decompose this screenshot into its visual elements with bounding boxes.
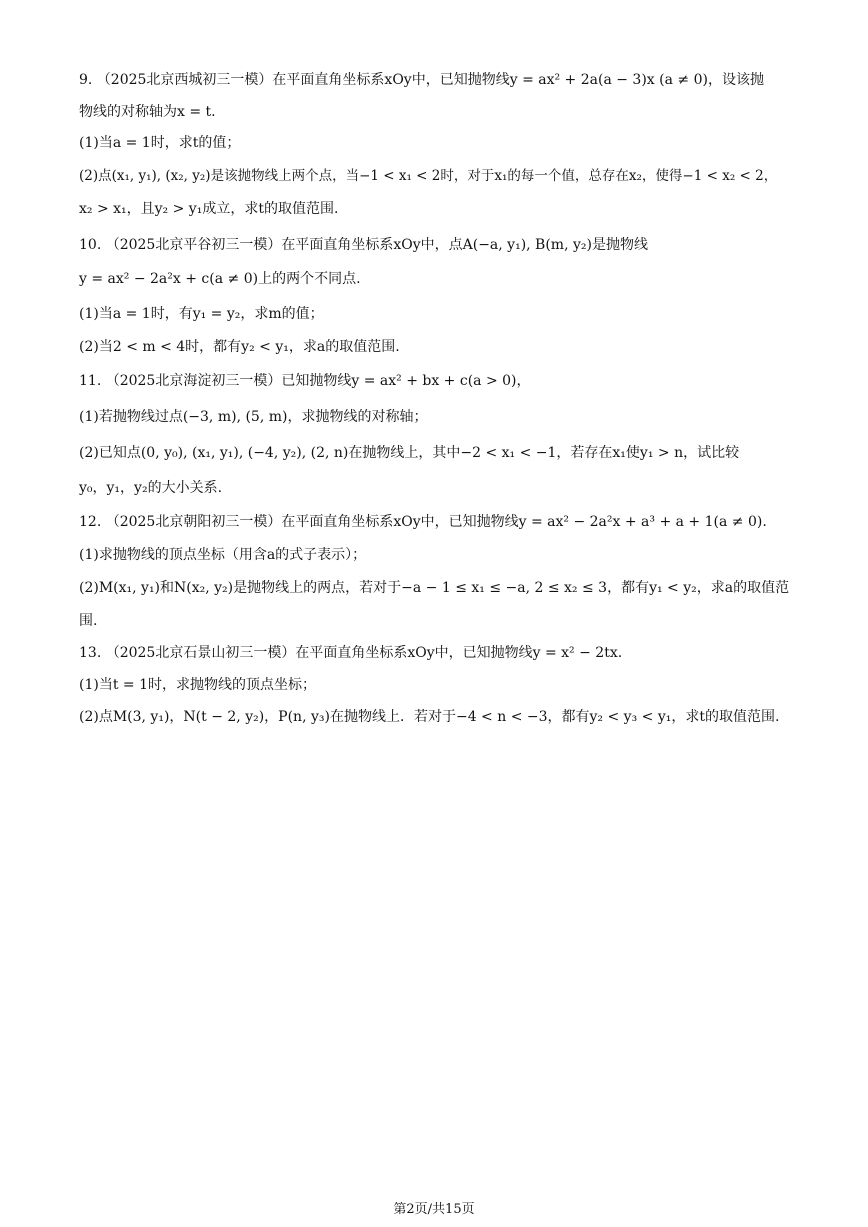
problem-9-stem-line-1: 9. （2025北京西城初三一模）在平面直角坐标系xOy中，已知抛物线y = ax² + 2a(a − 3)x (a ≠ 0)，设该抛 xyxy=(79,72,764,88)
page-number-footer: 第2页/共15页 xyxy=(393,1202,475,1217)
problem-9-part-2-line-2: x₂ > x₁，且y₂ > y₁成立，求t的取值范围. xyxy=(79,201,339,217)
problem-13-part-2: (2)点M(3, y₁)，N(t − 2, y₂)，P(n, y₃)在抛物线上．若对于−4 < n < −3，都有y₂ < y₃ < y₁，求t的取值范围. xyxy=(79,709,780,725)
problem-11-part-2-line-1: (2)已知点(0, y₀), (x₁, y₁), (−4, y₂), (2, n)在抛物线上，其中−2 < x₁ < −1，若存在x₁使y₁ > n，试比较 xyxy=(79,445,740,461)
problem-9-stem-line-2: 物线的对称轴为x = t. xyxy=(79,104,216,120)
problem-10-part-2: (2)当2 < m < 4时，都有y₂ < y₁，求a的取值范围. xyxy=(79,339,400,355)
problem-11-part-1: (1)若抛物线过点(−3, m), (5, m)，求抛物线的对称轴； xyxy=(79,409,428,425)
problem-12-stem: 12. （2025北京朝阳初三一模）在平面直角坐标系xOy中，已知抛物线y = ax² − 2a²x + a³ + a + 1(a ≠ 0). xyxy=(79,514,767,530)
problem-10-stem-line-1: 10. （2025北京平谷初三一模）在平面直角坐标系xOy中，点A(−a, y₁), B(m, y₂)是抛物线 xyxy=(79,237,648,253)
problem-12-part-2-line-2: 围. xyxy=(79,613,98,629)
problem-10-part-1: (1)当a = 1时，有y₁ = y₂，求m的值； xyxy=(79,306,324,322)
problem-11-part-2-line-2: y₀，y₁，y₂的大小关系. xyxy=(79,480,223,496)
problem-11-stem: 11. （2025北京海淀初三一模）已知抛物线y = ax² + bx + c(a > 0)， xyxy=(79,373,531,389)
problem-13-stem: 13. （2025北京石景山初三一模）在平面直角坐标系xOy中，已知抛物线y = x² − 2tx. xyxy=(79,645,623,661)
problem-13-part-1: (1)当t = 1时，求抛物线的顶点坐标； xyxy=(79,677,316,693)
problem-9-part-2-line-1: (2)点(x₁, y₁), (x₂, y₂)是该抛物线上两个点，当−1 < x₁ < 2时，对于x₁的每一个值，总存在x₂，使得−1 < x₂ < 2， xyxy=(79,168,778,184)
problem-12-part-1: (1)求抛物线的顶点坐标（用含a的式子表示）； xyxy=(79,547,367,563)
problem-12-part-2-line-1: (2)M(x₁, y₁)和N(x₂, y₂)是抛物线上的两点，若对于−a − 1 ≤ x₁ ≤ −a, 2 ≤ x₂ ≤ 3，都有y₁ < y₂，求a的取值范 xyxy=(79,580,790,596)
problem-9-part-1: (1)当a = 1时，求t的值； xyxy=(79,135,241,151)
problem-10-stem-line-2: y = ax² − 2a²x + c(a ≠ 0)上的两个不同点. xyxy=(79,271,361,287)
